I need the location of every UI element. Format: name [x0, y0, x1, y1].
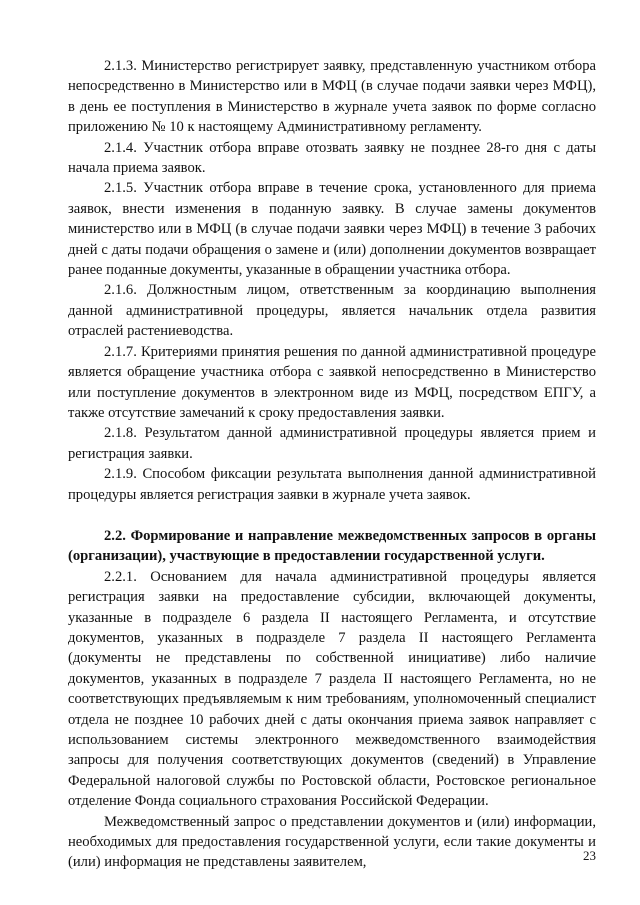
paragraph-interagency-request: Межведомственный запрос о представлении документов и (или) информации, необходимых для предоставления государственной услуги, если такие документы и (или) информация не представлены заявителем, [68, 813, 596, 871]
paragraph-2-1-9: 2.1.9. Способом фиксации результата выполнения данной административной процедуры является регистрация заявки в журнале учета заявок. [68, 466, 596, 503]
paragraph-2-1-5: 2.1.5. Участник отбора вправе в течение срока, установленного для приема заявок, внести изменения в поданную заявку. В случае замены документов министерство или в МФЦ (в случае подачи заявки через МФЦ) в течение 3 рабочих дней с даты подачи обращения о замене и (или) дополнении документов возвращает ранее поданные документы, указанные в обращении участника отбора. [68, 180, 596, 279]
paragraph-2-1-4: 2.1.4. Участник отбора вправе отозвать заявку не позднее 28-го дня с даты начала приема заявок. [68, 139, 596, 177]
document-page [68, 56, 596, 873]
paragraph-2-1-6: 2.1.6. Должностным лицом, ответственным за координацию выполнения данной административной процедуры, является начальник отдела развития отраслей растениеводства. [68, 282, 596, 340]
section-heading-2-2: 2.2. Формирование и направление межведомственных запросов в органы (организации), участвующие в предоставлении государственной услуги. [68, 527, 596, 565]
paragraph-2-1-3: 2.1.3. Министерство регистрирует заявку, представленную участником отбора непосредственно в Министерство или в МФЦ (в случае подачи заявки через МФЦ), в день ее поступления в Министерство в журнале учета заявок по форме согласно приложению № 10 к настоящему Административному регламенту. [68, 58, 596, 136]
paragraph-2-1-8: 2.1.8. Результатом данной административной процедуры является прием и регистрация заявки. [68, 425, 596, 462]
paragraph-2-1-7: 2.1.7. Критериями принятия решения по данной административной процедуре является обращение участника отбора с заявкой непосредственно в Министерство или поступление документов в электронном виде из МФЦ, посредством ЕПГУ, а также отсутствие замечаний к сроку предоставления заявки. [68, 343, 596, 421]
page-number: 23 [583, 848, 596, 863]
paragraph-2-2-1: 2.2.1. Основанием для начала административной процедуры является регистрация заявки на предоставление субсидии, включающей документы, указанные в подразделе 6 раздела II настоящего Регламента, и отсутствие документов, указанных в подразделе 7 раздела II настоящего Регламента (документы не представлены по собственной инициативе) либо наличие документов, указанных в подразделе 7 раздела II настоящего Регламента, но не соответствующих предъявляемым к ним требованиям, уполномоченный специалист отдела не позднее 10 рабочих дней с даты окончания приема заявок направляет с использованием системы электронного межведомственного взаимодействия запросы для получения соответствующих документов (сведений) в Управление Федеральной налоговой службы по Ростовской области, Ростовское региональное отделение Фонда социального страхования Российской Федерации. [68, 568, 596, 810]
